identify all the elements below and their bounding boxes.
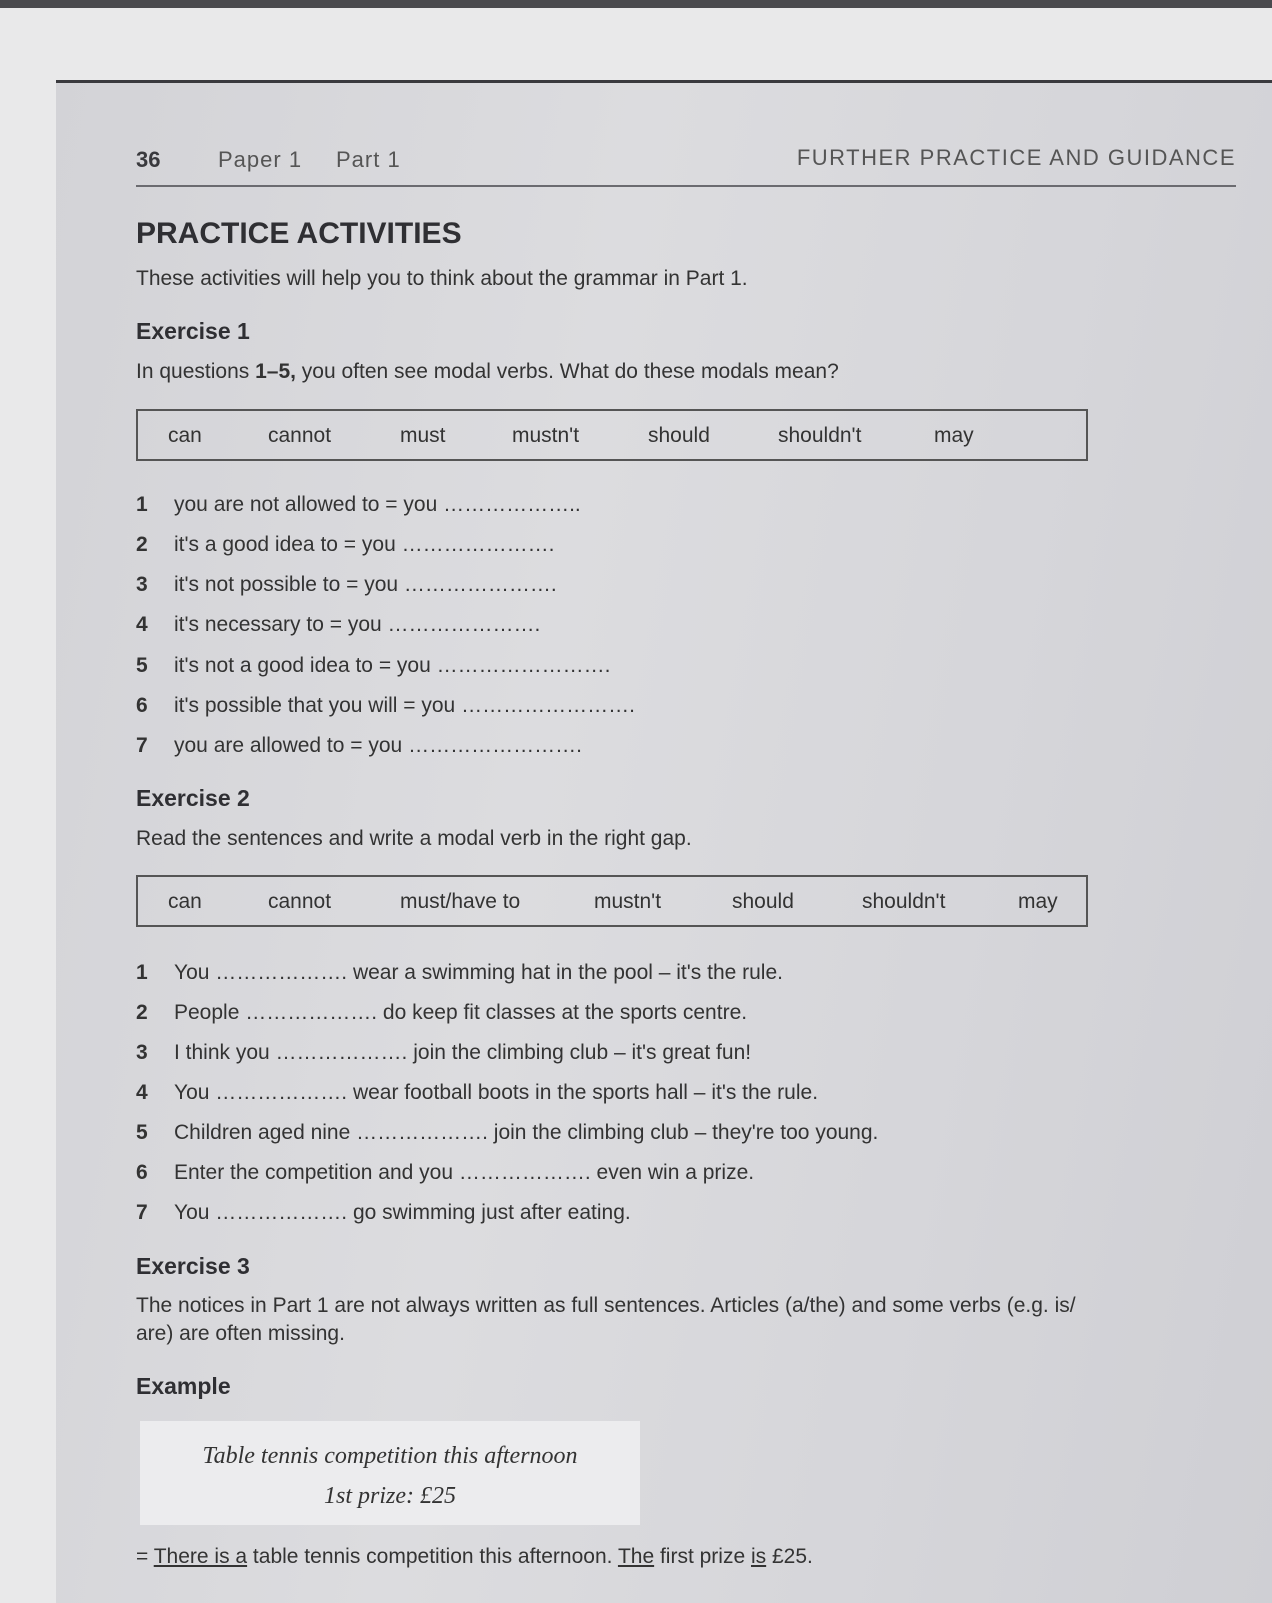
exercise1-item bbox=[136, 613, 540, 637]
item-text: People ………………. do keep fit classes at the sports centre. bbox=[174, 1001, 748, 1024]
item-text: You ………………. wear a swimming hat in the pool – it's the rule. bbox=[174, 961, 783, 984]
word-box-item: must/have to bbox=[400, 890, 521, 913]
part-label: Part 1 bbox=[336, 147, 401, 172]
instruction-text: In questions bbox=[136, 360, 256, 383]
exercise2-item bbox=[136, 961, 783, 985]
word-box-item: should bbox=[648, 424, 710, 447]
answer-underlined: The bbox=[617, 1545, 655, 1568]
instruction-bold: 1–5, bbox=[255, 360, 296, 383]
exercise1-item bbox=[136, 533, 554, 557]
word-box-item: shouldn't bbox=[778, 424, 862, 447]
exercise2-heading: Exercise 2 bbox=[136, 785, 250, 811]
word-box-item: shouldn't bbox=[862, 890, 946, 913]
exercise1-item bbox=[136, 493, 581, 517]
item-text: it's possible that you will = you ……………………. bbox=[174, 694, 635, 717]
answer-underlined: There is a bbox=[153, 1545, 248, 1568]
exercise2-item bbox=[136, 1161, 754, 1185]
word-box-item: should bbox=[732, 890, 794, 913]
item-number: 3 bbox=[136, 1041, 148, 1064]
page-header bbox=[136, 143, 1236, 187]
exercise1-instruction bbox=[136, 360, 839, 384]
exercise2-item bbox=[136, 1081, 818, 1105]
exercise2-instruction: Read the sentences and write a modal verb in the right gap. bbox=[136, 827, 692, 850]
section-label: FURTHER PRACTICE AND GUIDANCE bbox=[796, 145, 1236, 170]
word-box-item: must bbox=[400, 424, 446, 447]
word-box-item: mustn't bbox=[512, 424, 580, 447]
item-text: it's necessary to = you …………………. bbox=[174, 613, 541, 636]
exercise2-item bbox=[136, 1041, 751, 1065]
item-number: 3 bbox=[136, 573, 148, 596]
item-number: 4 bbox=[136, 1081, 148, 1104]
item-number: 6 bbox=[136, 1161, 148, 1184]
intro-text: These activities will help you to think about the grammar in Part 1. bbox=[136, 267, 748, 290]
item-number: 4 bbox=[136, 613, 148, 636]
item-number: 1 bbox=[136, 961, 148, 984]
exercise2-item bbox=[136, 1201, 631, 1225]
item-number: 2 bbox=[136, 533, 148, 556]
exercise1-word-box bbox=[136, 409, 1088, 461]
instruction-text: you often see modal verbs. What do these modals mean? bbox=[295, 360, 839, 383]
item-number: 7 bbox=[136, 1201, 148, 1224]
exercise2-item bbox=[136, 1121, 878, 1145]
item-text: You ………………. go swimming just after eating. bbox=[174, 1201, 631, 1224]
item-number: 5 bbox=[136, 1121, 148, 1144]
exercise3-instruction-line2: are) are often missing. bbox=[136, 1322, 345, 1345]
item-number: 2 bbox=[136, 1001, 148, 1024]
item-number: 1 bbox=[136, 493, 148, 516]
exercise2-word-box bbox=[136, 875, 1088, 927]
exercise2-item bbox=[136, 1001, 747, 1025]
notice-example-box bbox=[140, 1421, 640, 1525]
page-number: 36 bbox=[136, 147, 161, 172]
exercise3-instruction-line1: The notices in Part 1 are not always written as full sentences. Articles (a/the) and some verbs (e.g. is/ bbox=[136, 1294, 1076, 1317]
item-text: Enter the competition and you ………………. even win a prize. bbox=[174, 1161, 755, 1184]
example-answer bbox=[136, 1545, 813, 1569]
word-box-item: may bbox=[934, 424, 974, 447]
answer-text: = bbox=[136, 1545, 154, 1568]
answer-text: first prize bbox=[654, 1545, 751, 1568]
word-box-item: may bbox=[1018, 890, 1058, 913]
item-number: 5 bbox=[136, 654, 148, 677]
item-text: it's not a good idea to = you ……………………. bbox=[174, 654, 611, 677]
item-text: you are allowed to = you ……………………. bbox=[174, 734, 582, 757]
item-text: it's a good idea to = you …………………. bbox=[174, 533, 555, 556]
example-heading: Example bbox=[136, 1373, 231, 1399]
word-box-item: can bbox=[168, 424, 202, 447]
item-number: 7 bbox=[136, 734, 148, 757]
word-box-item: can bbox=[168, 890, 202, 913]
item-number: 6 bbox=[136, 694, 148, 717]
exercise1-item bbox=[136, 654, 610, 678]
item-text: it's not possible to = you …………………. bbox=[174, 573, 557, 596]
exercise3-heading: Exercise 3 bbox=[136, 1253, 250, 1279]
answer-text: £25. bbox=[766, 1545, 813, 1568]
notice-line: Table tennis competition this afternoon bbox=[202, 1443, 578, 1469]
item-text: Children aged nine ………………. join the climbing club – they're too young. bbox=[174, 1121, 879, 1144]
item-text: You ………………. wear football boots in the sports hall – it's the rule. bbox=[174, 1081, 819, 1104]
exercise1-item bbox=[136, 573, 557, 597]
exercise1-heading: Exercise 1 bbox=[136, 318, 250, 344]
scan-edge bbox=[0, 0, 1272, 8]
answer-underlined: is bbox=[750, 1545, 767, 1568]
item-text: I think you ………………. join the climbing club – it's great fun! bbox=[174, 1041, 752, 1064]
exercise1-item bbox=[136, 694, 635, 718]
book-page bbox=[56, 80, 1272, 1603]
word-box-item: cannot bbox=[268, 424, 332, 447]
item-text: you are not allowed to = you ……………….. bbox=[174, 493, 581, 516]
word-box-item: cannot bbox=[268, 890, 332, 913]
notice-line: 1st prize: £25 bbox=[324, 1483, 456, 1509]
word-box-item: mustn't bbox=[594, 890, 662, 913]
answer-text: table tennis competition this afternoon. bbox=[247, 1545, 618, 1568]
exercise1-item bbox=[136, 734, 582, 758]
paper-label: Paper 1 bbox=[218, 147, 303, 172]
page-title: PRACTICE ACTIVITIES bbox=[136, 217, 462, 250]
